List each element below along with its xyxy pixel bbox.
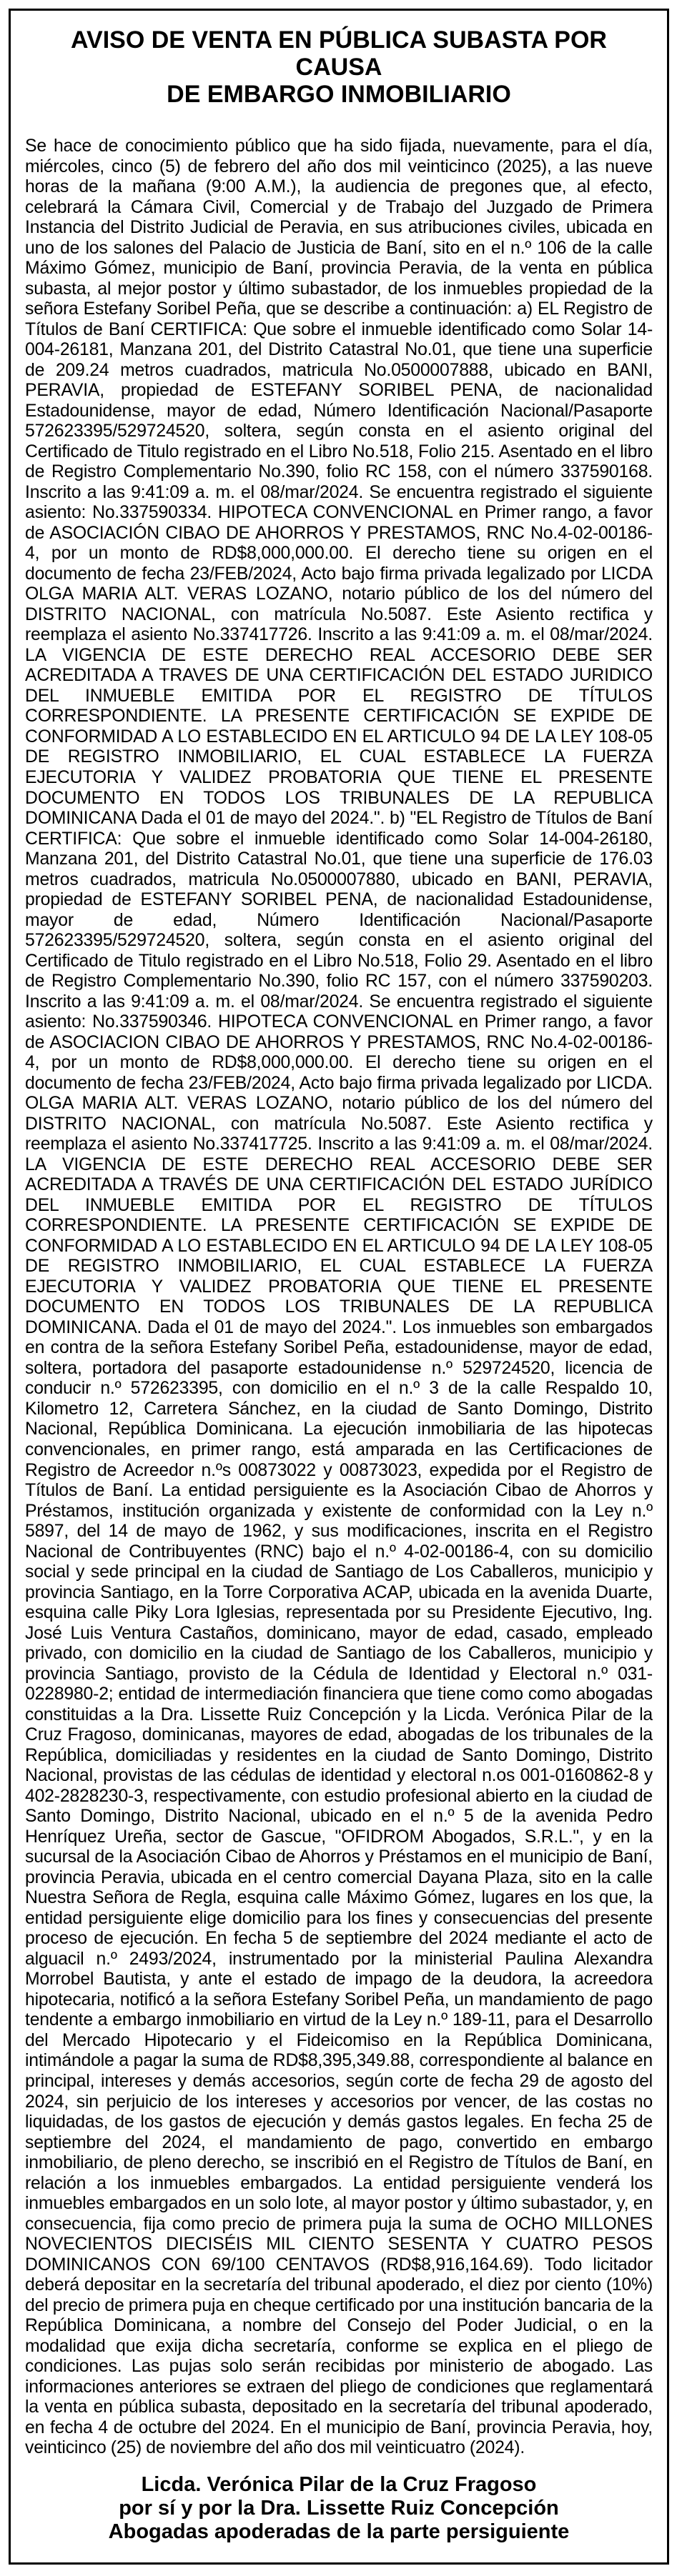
notice-title-line-1: AVISO DE VENTA EN PÚBLICA SUBASTA POR CAUSA — [71, 26, 607, 81]
notice-frame — [9, 9, 669, 2565]
notice-title — [25, 26, 653, 108]
notice-content — [25, 26, 653, 2548]
signature-line-3: Abogadas apoderadas de la parte persiguiente — [108, 2520, 570, 2543]
notice-title-line-2: DE EMBARGO INMOBILIARIO — [167, 81, 511, 108]
notice-body: Se hace de conocimiento público que ha sido fijada, nuevamente, para el día, miércoles, cinco (5) de febrero del año dos mil veinticinco (2025), a las nueve horas de la mañana (9:00 A.M.), la audiencia de pregones que, al efecto, celebrará la Cámara Civil, Comercial y de Trabajo del Juzgado de Primera Instancia del Distrito Judicial de Peravia, en sus atribuciones civiles, ubicada en uno de los salones del Palacio de Justicia de Baní, sito en el n.º 106 de la calle Máximo Gómez, municipio de Baní, provincia Peravia, de la venta en pública subasta, al mejor postor y último subastador, de los inmuebles propiedad de la señora Estefany Soribel Peña, que se describe a continuación: a) EL Registro de Títulos de Baní CERTIFICA: Que sobre el inmueble identificado como Solar 14-004-26181, Manzana 201, del Distrito Catastral No.01, que tiene una superficie de 209.24 metros cuadrados, matricula No.0500007888, ubicado en BANI, PERAVIA, propiedad de ESTEFANY SORIBEL PENA, de nacionalidad Estadounidense, mayor de edad, Número Identificación Nacional/Pasaporte 572623395/529724520, soltera, según consta en el asiento original del Certificado de Titulo registrado en el Libro No.518, Folio 215. Asentado en el libro de Registro Complementario No.390, folio RC 158, con el número 337590168. Inscrito a las 9:41:09 a. m. el 08/mar/2024. Se encuentra registrado el siguiente asiento: No.337590334. HIPOTECA CONVENCIONAL en Primer rango, a favor de ASOCIACIÓN CIBAO DE AHORROS Y PRESTAMOS, RNC No.4-02-00186-4, por un monto de RD$8,000,000.00. El derecho tiene su origen en el documento de fecha 23/FEB/2024, Acto bajo firma privada legalizado por LICDA OLGA MARIA ALT. VERAS LOZANO, notario público de los del número del DISTRITO NACIONAL, con matrícula No.5087. Este Asiento rectifica y reemplaza el asiento No.337417726. Inscrito a las 9:41:09 a. m. el 08/mar/2024. LA VIGENCIA DE ESTE DERECHO REAL ACCESORIO DEBE SER ACREDITADA A TRAVES DE UNA CERTIFICACIÓN DEL ESTADO JURIDICO DEL INMUEBLE EMITIDA POR EL REGISTRO DE TÍTULOS CORRESPONDIENTE. LA PRESENTE CERTIFICACIÓN SE EXPIDE DE CONFORMIDAD A LO ESTABLECIDO EN EL ARTICULO 94 DE LA LEY 108-05 DE REGISTRO INMOBILIARIO, EL CUAL ESTABLECE LA FUERZA EJECUTORIA Y VALIDEZ PROBATORIA QUE TIENE EL PRESENTE DOCUMENTO EN TODOS LOS TRIBUNALES DE LA REPUBLICA DOMINICANA Dada el 01 de mayo del 2024.". b) "EL Registro de Títulos de Baní CERTIFICA: Que sobre el inmueble identificado como Solar 14-004-26180, Manzana 201, del Distrito Catastral No.01, que tiene una superficie de 176.03 metros cuadrados, matricula No.0500007880, ubicado en BANI, PERAVIA, propiedad de ESTEFANY SORIBEL PENA, de nacionalidad Estadounidense, mayor de edad, Número Identificación Nacional/Pasaporte 572623395/529724520, soltera, según consta en el asiento original del Certificado de Titulo registrado en el Libro No.518, Folio 29. Asentado en el libro de Registro Complementario No.390, folio RC 157, con el número 337590203. Inscrito a las 9:41:09 a. m. el 08/mar/2024. Se encuentra registrado el siguiente asiento: No.337590346. HIPOTECA CONVENCIONAL en Primer rango, a favor de ASOCIACION CIBAO DE AHORROS Y PRESTAMOS, RNC No.4-02-00186-4, por un monto de RD$8,000,000.00. El derecho tiene su origen en el documento de fecha 23/FEB/2024, Acto bajo firma privada legalizado por LICDA. OLGA MARIA ALT. VERAS LOZANO, notario público de los del número del DISTRITO NACIONAL, con matrícula No.5087. Este Asiento rectifica y reemplaza el asiento No.337417725. Inscrito a las 9:41:09 a. m. el 08/mar/2024. LA VIGENCIA DE ESTE DERECHO REAL ACCESORIO DEBE SER ACREDITADA A TRAVÉS DE UNA CERTIFICACIÓN DEL ESTADO JURÍDICO DEL INMUEBLE EMITIDA POR EL REGISTRO DE TÍTULOS CORRESPONDIENTE. LA PRESENTE CERTIFICACIÓN SE EXPIDE DE CONFORMIDAD A LO ESTABLECIDO EN EL ARTICULO 94 DE LA LEY 108-05 DE REGISTRO INMOBILIARIO, EL CUAL ESTABLECE LA FUERZA EJECUTORIA Y VALIDEZ PROBATORIA QUE TIENE EL PRESENTE DOCUMENTO EN TODOS LOS TRIBUNALES DE LA REPUBLICA DOMINICANA. Dada el 01 de mayo del 2024.". Los inmuebles son embargados en contra de la señora Estefany Soribel Peña, estadounidense, mayor de edad, soltera, portadora del pasaporte estadounidense n.º 529724520, licencia de conducir n.º 572623395, con domicilio en el n.º 3 de la calle Respaldo 10, Kilometro 12, Carretera Sánchez, en la ciudad de Santo Domingo, Distrito Nacional, República Dominicana. La ejecución inmobiliaria de las hipotecas convencionales, en primer rango, está amparada en las Certificaciones de Registro de Acreedor n.ºs 00873022 y 00873023, expedida por el Registro de Títulos de Baní. La entidad persiguiente es la Asociación Cibao de Ahorros y Préstamos, institución organizada y existente de conformidad con la Ley n.º 5897, del 14 de mayo de 1962, y sus modificaciones, inscrita en el Registro Nacional de Contribuyentes (RNC) bajo el n.º 4-02-00186-4, con su domicilio social y sede principal en la ciudad de Santiago de Los Caballeros, municipio y provincia Santiago, en la Torre Corporativa ACAP, ubicada en la avenida Duarte, esquina calle Piky Lora Iglesias, representada por su Presidente Ejecutivo, Ing. José Luis Ventura Castaños, dominicano, mayor de edad, casado, empleado privado, con domicilio en la ciudad de Santiago de los Caballeros, municipio y provincia Santiago, provisto de la Cédula de Identidad y Electoral n.º 031-0228980-2; entidad de intermediación financiera que tiene como como abogadas constituidas a la Dra. Lissette Ruiz Concepción y la Licda. Verónica Pilar de la Cruz Fragoso, dominicanas, mayores de edad, abogadas de los tribunales de la República, domiciliadas y residentes en la ciudad de Santo Domingo, Distrito Nacional, provistas de las cédulas de identidad y electoral n.os 001-0160862-8 y 402-2828230-3, respectivamente, con estudio profesional abierto en la ciudad de Santo Domingo, Distrito Nacional, ubicado en el n.º 5 de la avenida Pedro Henríquez Ureña, sector de Gascue, "OFIDROM Abogados, S.R.L.", y en la sucursal de la Asociación Cibao de Ahorros y Préstamos en el municipio de Baní, provincia Peravia, ubicada en el centro comercial Dayana Plaza, sito en la calle Nuestra Señora de Regla, esquina calle Máximo Gómez, lugares en los que, la entidad persiguiente elige domicilio para los fines y consecuencias del presente proceso de ejecución. En fecha 5 de septiembre del 2024 mediante el acto de alguacil n.º 2493/2024, instrumentado por la ministerial Paulina Alexandra Morrobel Bautista, y ante el estado de impago de la deudora, la acreedora hipotecaria, notificó a la señora Estefany Soribel Peña, un mandamiento de pago tendente a embargo inmobiliario en virtud de la Ley n.º 189-11, para el Desarrollo del Mercado Hipotecario y el Fideicomiso en la República Dominicana, intimándole a pagar la suma de RD$8,395,349.88, correspondiente al balance en principal, intereses y demás accesorios, según corte de fecha 29 de agosto del 2024, sin perjuicio de los intereses y accesorios por vencer, de las costas no liquidadas, de los gastos de ejecución y demás gastos legales. En fecha 25 de septiembre del 2024, el mandamiento de pago, convertido en embargo inmobiliario, de pleno derecho, se inscribió en el Registro de Títulos de Baní, en relación a los inmuebles embargados. La entidad persiguiente venderá los inmuebles embargados en un solo lote, al mayor postor y último subastador, y, en consecuencia, fija como precio de primera puja la suma de OCHO MILLONES NOVECIENTOS DIECISÉIS MIL CIENTO SESENTA Y CUATRO PESOS DOMINICANOS CON 69/100 CENTAVOS (RD$8,916,164.69). Todo licitador deberá depositar en la secretaría del tribunal apoderado, el diez por ciento (10%) del precio de primera puja en cheque certificado por una institución bancaria de la República Dominicana, a nombre del Consejo del Poder Judicial, o en la modalidad que exija dicha secretaría, conforme se explica en el pliego de condiciones. Las pujas solo serán recibidas por ministerio de abogado. Las informaciones anteriores se extraen del pliego de condiciones que reglamentará la venta en pública subasta, depositado en la secretaría del tribunal apoderado, en fecha 4 de octubre del 2024. En el municipio de Baní, provincia Peravia, hoy, veinticinco (25) de noviembre del año dos mil veinticuatro (2024). — [25, 136, 653, 2458]
signature-block — [25, 2473, 653, 2544]
signature-line-2: por sí y por la Dra. Lissette Ruiz Concepción — [119, 2497, 559, 2520]
signature-line-1: Licda. Verónica Pilar de la Cruz Fragoso — [141, 2473, 537, 2496]
